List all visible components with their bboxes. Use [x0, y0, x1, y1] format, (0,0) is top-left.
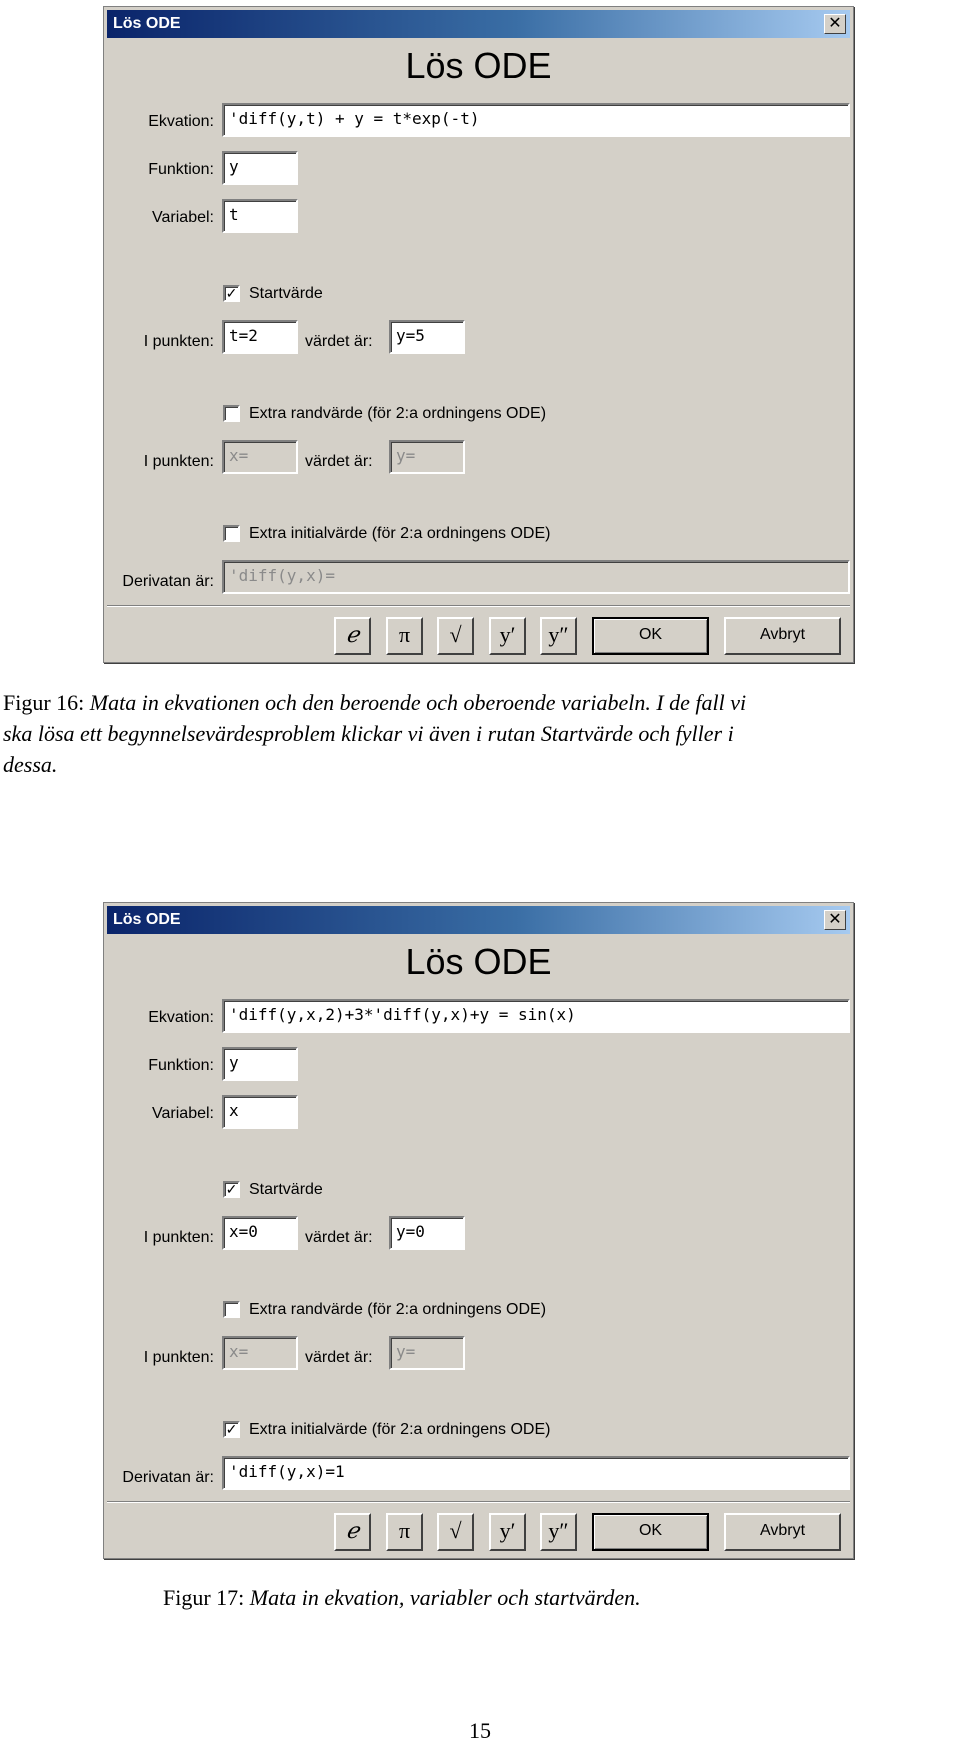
- figure-16-text-3: dessa.: [3, 752, 58, 777]
- y-prime-button[interactable]: y′: [489, 1513, 526, 1551]
- sqrt-button[interactable]: √: [437, 1513, 474, 1551]
- divider: [107, 605, 850, 607]
- funktion-input[interactable]: y: [222, 1047, 298, 1081]
- startvarde-value-input[interactable]: y=5: [389, 320, 465, 354]
- derivatan-label: Derivatan är:: [122, 1469, 214, 1486]
- ekvation-input[interactable]: 'diff(y,t) + y = t*exp(-t): [222, 103, 850, 137]
- ok-button[interactable]: OK: [592, 617, 709, 655]
- divider: [107, 1501, 850, 1503]
- vardet-ar-label: värdet är:: [305, 1229, 373, 1246]
- figure-16-caption-line-3: [3, 752, 57, 778]
- figure-17-text: Mata in ekvation, variabler och startvärden.: [249, 1585, 641, 1610]
- vardet-ar-label: värdet är:: [305, 333, 373, 350]
- figure-17-caption: [163, 1585, 641, 1611]
- y-double-prime-button[interactable]: y″: [540, 617, 577, 655]
- randvarde-point-input[interactable]: x=: [222, 440, 298, 474]
- randvarde-point-input[interactable]: x=: [222, 1336, 298, 1370]
- figure-16-text-2: ska lösa ett begynnelsevärdesproblem klickar vi även i rutan Startvärde och fyller i: [3, 721, 734, 746]
- y-prime-button[interactable]: y′: [489, 617, 526, 655]
- funktion-label: Funktion:: [148, 161, 214, 178]
- variabel-label: Variabel:: [152, 1105, 214, 1122]
- startvarde-point-input[interactable]: t=2: [222, 320, 298, 354]
- figure-16-caption-line-2: [3, 721, 734, 747]
- derivatan-input[interactable]: 'diff(y,x)=1: [222, 1456, 850, 1490]
- los-ode-dialog-1: [103, 6, 854, 663]
- cancel-button[interactable]: Avbryt: [724, 617, 841, 655]
- window-title: Lös ODE: [113, 911, 181, 928]
- initialvarde-label: Extra initialvärde (för 2:a ordningens ODE): [249, 525, 551, 542]
- randvarde-value-input[interactable]: y=: [389, 1336, 465, 1370]
- variabel-label: Variabel:: [152, 209, 214, 226]
- startvarde-value-input[interactable]: y=0: [389, 1216, 465, 1250]
- page-number: 15: [469, 1718, 491, 1743]
- randvarde-label: Extra randvärde (för 2:a ordningens ODE): [249, 1301, 547, 1318]
- figure-16-label: Figur 16:: [3, 690, 90, 715]
- randvarde-value-input[interactable]: y=: [389, 440, 465, 474]
- randvarde-checkbox[interactable]: [223, 1301, 240, 1318]
- e-button[interactable]: ℯ: [334, 617, 371, 655]
- derivatan-label: Derivatan är:: [122, 573, 214, 590]
- startvarde-checkbox[interactable]: ✓: [223, 285, 240, 302]
- dialog-heading: Lös ODE: [405, 45, 552, 86]
- ekvation-input[interactable]: 'diff(y,x,2)+3*'diff(y,x)+y = sin(x): [222, 999, 850, 1033]
- funktion-label: Funktion:: [148, 1057, 214, 1074]
- startvarde-checkbox[interactable]: ✓: [223, 1181, 240, 1198]
- pi-button[interactable]: π: [386, 617, 423, 655]
- window-title: Lös ODE: [113, 15, 181, 32]
- i-punkten-label: I punkten:: [143, 1229, 214, 1246]
- variabel-input[interactable]: t: [222, 199, 298, 233]
- initialvarde-label: Extra initialvärde (för 2:a ordningens ODE): [249, 1421, 551, 1438]
- sqrt-button[interactable]: √: [437, 617, 474, 655]
- title-bar[interactable]: [107, 906, 850, 934]
- randvarde-checkbox[interactable]: [223, 405, 240, 422]
- startvarde-label: Startvärde: [249, 285, 323, 302]
- variabel-input[interactable]: x: [222, 1095, 298, 1129]
- startvarde-label: Startvärde: [249, 1181, 323, 1198]
- i-punkten-label: I punkten:: [143, 333, 214, 350]
- ekvation-label: Ekvation:: [148, 1009, 214, 1026]
- ok-button[interactable]: OK: [592, 1513, 709, 1551]
- title-bar[interactable]: [107, 10, 850, 38]
- cancel-button[interactable]: Avbryt: [724, 1513, 841, 1551]
- y-double-prime-button[interactable]: y″: [540, 1513, 577, 1551]
- vardet-ar-label: värdet är:: [305, 453, 373, 470]
- i-punkten-label: I punkten:: [143, 453, 214, 470]
- figure-17-label: Figur 17:: [163, 1585, 250, 1610]
- figure-16-text: Mata in ekvationen och den beroende och oberoende variabeln. I de fall vi: [89, 690, 747, 715]
- close-icon[interactable]: ✕: [824, 910, 846, 930]
- derivatan-input[interactable]: 'diff(y,x)=: [222, 560, 850, 594]
- i-punkten-label: I punkten:: [143, 1349, 214, 1366]
- los-ode-dialog-2: [103, 902, 854, 1559]
- close-icon[interactable]: ✕: [824, 14, 846, 34]
- startvarde-point-input[interactable]: x=0: [222, 1216, 298, 1250]
- vardet-ar-label: värdet är:: [305, 1349, 373, 1366]
- e-button[interactable]: ℯ: [334, 1513, 371, 1551]
- randvarde-label: Extra randvärde (för 2:a ordningens ODE): [249, 405, 547, 422]
- pi-button[interactable]: π: [386, 1513, 423, 1551]
- figure-16-caption-line-1: [3, 690, 746, 716]
- initialvarde-checkbox[interactable]: [223, 525, 240, 542]
- funktion-input[interactable]: y: [222, 151, 298, 185]
- dialog-heading: Lös ODE: [405, 941, 552, 982]
- initialvarde-checkbox[interactable]: ✓: [223, 1421, 240, 1438]
- ekvation-label: Ekvation:: [148, 113, 214, 130]
